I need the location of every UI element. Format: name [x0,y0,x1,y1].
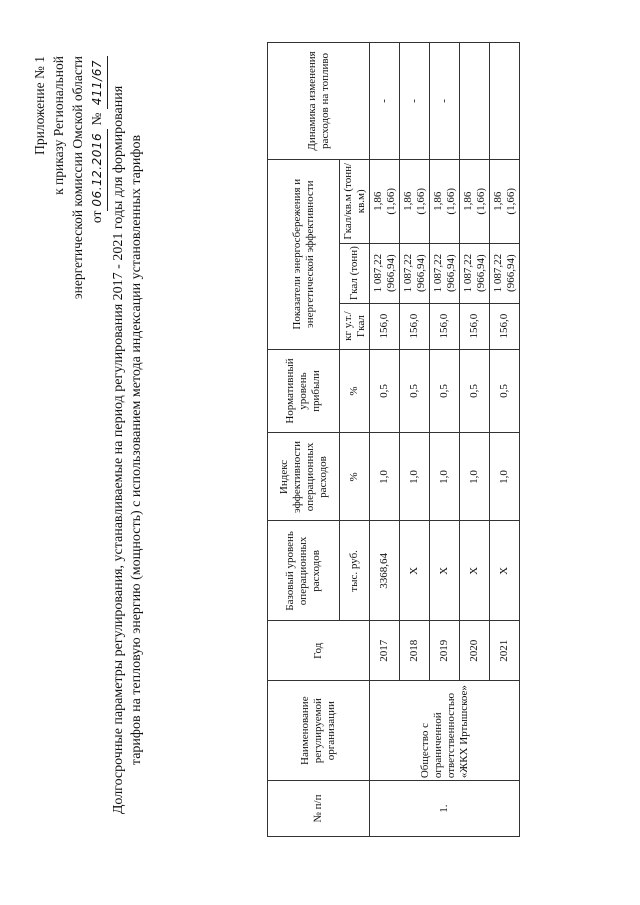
cell-base: Х [400,521,430,621]
cell-gcal-m3 [400,159,430,243]
cell-profit: 0,5 [370,349,400,433]
cell-kgut: 156,0 [460,303,490,349]
header-fuel: Динамика изменения расходов на топливо [268,43,370,160]
gcal-value: 1 087,22 [461,253,474,293]
cell-profit: 0,5 [460,349,490,433]
cell-base: 3368,64 [370,521,400,621]
cell-year: 2019 [430,621,460,681]
appendix-commission-line: энергетической комиссии Омской области [70,56,85,300]
tonn-value: (966,94) [474,254,487,292]
cell-gcal-m3 [490,159,520,243]
cell-fuel: - [430,43,460,160]
cell-base: Х [430,521,460,621]
unit-index: % [340,433,370,521]
cell-base: Х [490,521,520,621]
cell-fuel: - [370,43,400,160]
tonn-m3-value: (1,66) [414,187,427,215]
header-org: Наименование регулируемой организации [268,681,370,781]
tonn-value: (966,94) [504,254,517,292]
cell-gcal-m3 [430,159,460,243]
header-profit: Нормативный уровень прибыли [268,349,340,433]
cell-index: 1,0 [430,433,460,521]
header-index: Индекс эффективности операционных расходов [268,433,340,521]
header-row [268,43,340,837]
cell-profit: 0,5 [400,349,430,433]
cell-kgut: 156,0 [400,303,430,349]
cell-index: 1,0 [400,433,430,521]
tonn-value: (966,94) [414,254,427,292]
gcal-m3-value: 1,86 [491,191,504,211]
tonn-m3-value: (1,66) [384,187,397,215]
gcal-value: 1 087,22 [431,253,444,293]
header-energy: Показатели энергосбережения и энергетической эффективности [268,159,340,349]
cell-year: 2020 [460,621,490,681]
gcal-value: 1 087,22 [371,253,384,293]
unit-gcal: Гкал (тонн) [340,243,370,303]
cell-base: Х [460,521,490,621]
unit-kgut: кг у.т./ Гкал [340,303,370,349]
document-title [110,50,146,850]
cell-kgut: 156,0 [490,303,520,349]
cell-index: 1,0 [370,433,400,521]
header-year: Год [268,621,370,681]
handwritten-date: 06.12.2016 [88,129,108,211]
tonn-m3-value: (1,66) [504,187,517,215]
gcal-m3-value: 1,86 [371,191,384,211]
appendix-header [30,56,108,299]
cell-gcal-m3 [460,159,490,243]
tonn-value: (966,94) [384,254,397,292]
cell-kgut: 156,0 [370,303,400,349]
parameters-table [267,42,520,837]
cell-index: 1,0 [490,433,520,521]
header-base: Базовый уровень операционных расходов [268,521,340,621]
cell-gcal [490,243,520,303]
appendix-order-line: к приказу Региональной [51,56,66,195]
from-prefix: от [89,210,104,224]
org-number: 1. [370,781,520,837]
number-prefix: № [89,112,104,126]
cell-gcal [460,243,490,303]
unit-base: тыс. руб. [340,521,370,621]
tonn-m3-value: (1,66) [474,187,487,215]
gcal-value: 1 087,22 [491,253,504,293]
header-num: № п/п [268,781,370,837]
cell-year: 2018 [400,621,430,681]
tonn-m3-value: (1,66) [444,187,457,215]
appendix-date-line [87,56,108,299]
title-line-2: тарифов на тепловую энергию (мощность) с использованием метода индексации установленных тарифов [129,134,144,766]
gcal-m3-value: 1,86 [401,191,414,211]
gcal-m3-value: 1,86 [431,191,444,211]
unit-gcal-m3: Гкал/кв.м (тонн/кв.м) [340,159,370,243]
cell-index: 1,0 [460,433,490,521]
gcal-m3-value: 1,86 [461,191,474,211]
cell-year: 2017 [370,621,400,681]
cell-gcal-m3 [370,159,400,243]
cell-gcal [400,243,430,303]
cell-profit: 0,5 [430,349,460,433]
org-name: Общество с ограниченной ответственностью «ЖКХ Иртышское» [370,681,520,781]
cell-gcal [430,243,460,303]
title-line-1: Долгосрочные параметры регулирования, устанавливаемые на период регулирования 2017 - 2021 годы для формирования [111,85,126,815]
cell-kgut: 156,0 [430,303,460,349]
cell-profit: 0,5 [490,349,520,433]
tonn-value: (966,94) [444,254,457,292]
handwritten-number: 411/67 [88,56,108,109]
appendix-title: Приложение № 1 [32,56,47,155]
unit-profit: % [340,349,370,433]
gcal-value: 1 087,22 [401,253,414,293]
cell-fuel: - [400,43,430,160]
cell-fuel [460,43,490,160]
cell-year: 2021 [490,621,520,681]
cell-gcal [370,243,400,303]
cell-fuel [490,43,520,160]
table-row [370,43,400,837]
